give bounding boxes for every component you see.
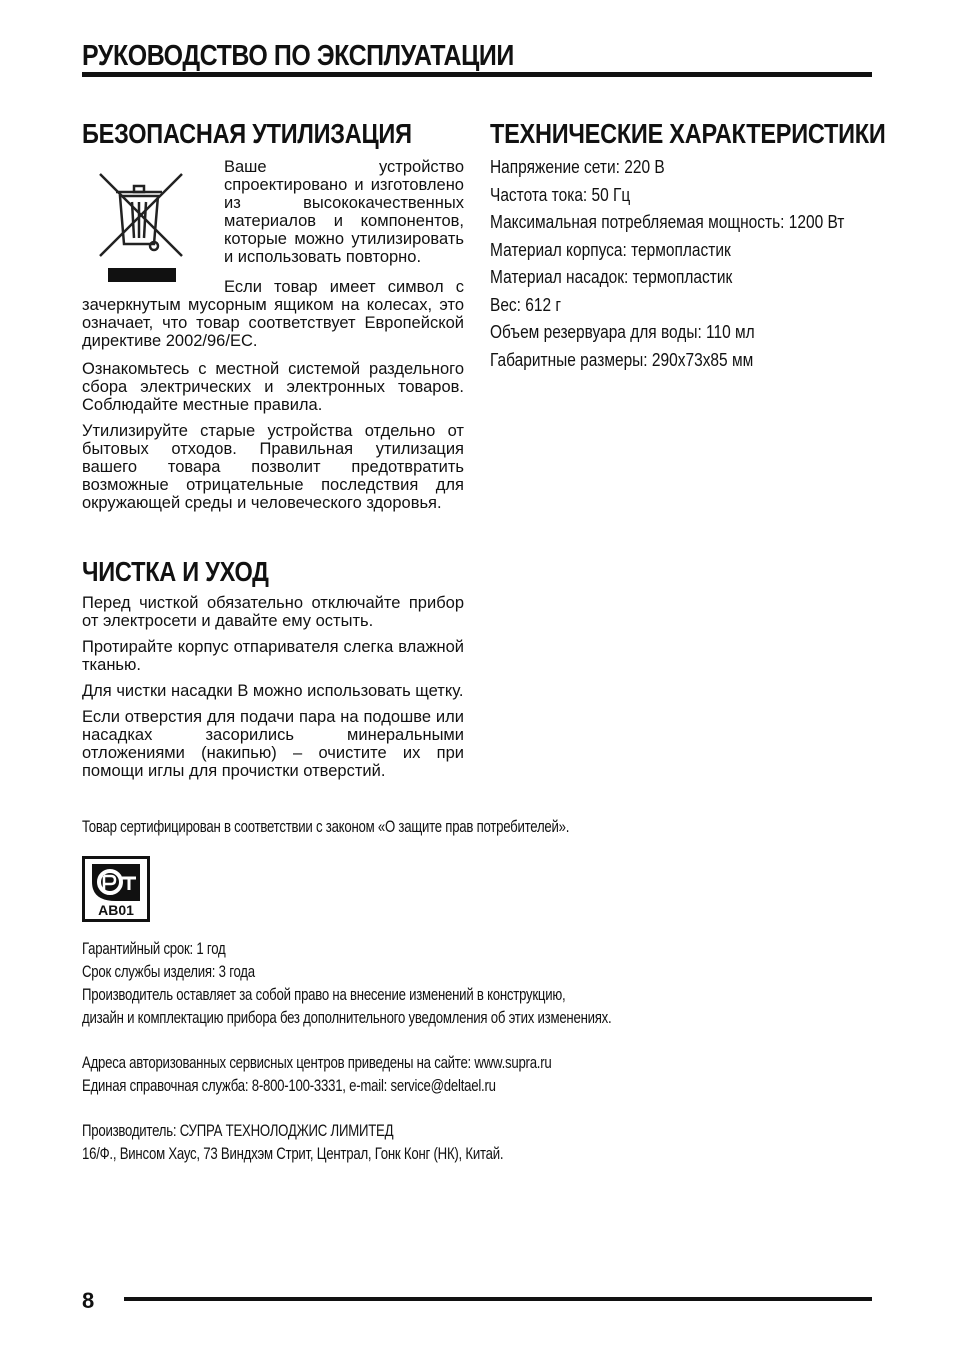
care-paragraph: Перед чисткой обязательно отключайте прибор от электросети и давайте ему остыть. [82, 594, 464, 630]
warranty-line: дизайн и комплектацию прибора без дополнительного уведомления об этих изменениях. [82, 1009, 612, 1027]
care-paragraph: Если отверстия для подачи пара на подошве или насадках засорились минеральными отложениями (накипью) – очистите их при помощи иглы для прочистки отверстий. [82, 708, 464, 780]
spec-item: Вес: 612 г [490, 294, 562, 315]
spec-item: Объем резервуара для воды: 110 мл [490, 322, 755, 342]
specs-title: ТЕХНИЧЕСКИЕ ХАРАКТЕРИСТИКИ [490, 118, 886, 149]
manufacturer-line: 16/Ф., Винсом Хаус, 73 Виндхэм Стрит, Централ, Гонк Конг (НК), Китай. [82, 1145, 504, 1163]
care-title: ЧИСТКА И УХОД [82, 556, 269, 587]
warranty-line: Срок службы изделия: 3 года [82, 963, 255, 981]
care-paragraph: Протирайте корпус отпаривателя слегка влажной тканью. [82, 638, 464, 674]
spec-item: Материал корпуса: термопластик [490, 239, 731, 260]
spec-item: Напряжение сети: 220 В [490, 157, 665, 177]
warranty-block [82, 938, 611, 1030]
warranty-line: Производитель оставляет за собой право на внесение изменений в конструкцию, [82, 986, 566, 1004]
specs-list [490, 155, 844, 375]
disposal-title: БЕЗОПАСНАЯ УТИЛИЗАЦИЯ [82, 118, 412, 149]
care-paragraph: Для чистки насадки B можно использовать щетку. [82, 682, 464, 700]
footer-divider [124, 1297, 872, 1301]
spec-item: Максимальная потребляемая мощность: 1200 Вт [490, 212, 845, 232]
weee-bin-icon [96, 170, 188, 282]
spec-item: Частота тока: 50 Гц [490, 184, 631, 205]
disposal-paragraph: Ознакомьтесь с местной системой раздельного сбора электрических и электронных товаров. Соблюдайте местные правила. [82, 360, 464, 414]
care-paragraphs [82, 594, 464, 788]
manufacturer-block [82, 1120, 503, 1166]
disposal-paragraph: Утилизируйте старые устройства отдельно от бытовых отходов. Правильная утилизация вашего товара позволит предотвратить возможные отрицательные последствия для окружающей среды и человеческого здоровья. [82, 422, 464, 512]
certification-text: Товар сертифицирован в соответствии с законом «О защите прав потребителей». [82, 818, 570, 836]
disposal-symbol-paragraph: Если товар имеет символ с зачеркнутым мусорным ящиком на колесах, это означает, что товар соответствует Европейской директиве 2002/96/EC. [82, 278, 464, 350]
disposal-intro: Ваше устройство спроектировано и изготовлено из высококачественных материалов и компонентов, которые можно утилизировать и использовать повторно. [224, 158, 464, 266]
pct-certification-mark [82, 856, 150, 922]
spec-item: Материал насадок: термопластик [490, 267, 733, 287]
service-line: Единая справочная служба: 8-800-100-3331, e-mail: service@deltael.ru [82, 1077, 496, 1095]
disposal-paragraphs [82, 360, 464, 520]
warranty-line: Гарантийный срок: 1 год [82, 940, 226, 958]
page-number: 8 [82, 1288, 95, 1313]
manufacturer-line: Производитель: СУПРА ТЕХНОЛОДЖИС ЛИМИТЕД [82, 1122, 394, 1140]
spec-item: Габаритные размеры: 290х73х85 мм [490, 349, 754, 370]
service-block [82, 1052, 552, 1098]
service-line: Адреса авторизованных сервисных центров приведены на сайте: www.supra.ru [82, 1054, 552, 1072]
page-header-title: РУКОВОДСТВО ПО ЭКСПЛУАТАЦИИ [82, 40, 514, 72]
header-divider [82, 72, 872, 77]
certification-code: АВ01 [98, 902, 134, 918]
